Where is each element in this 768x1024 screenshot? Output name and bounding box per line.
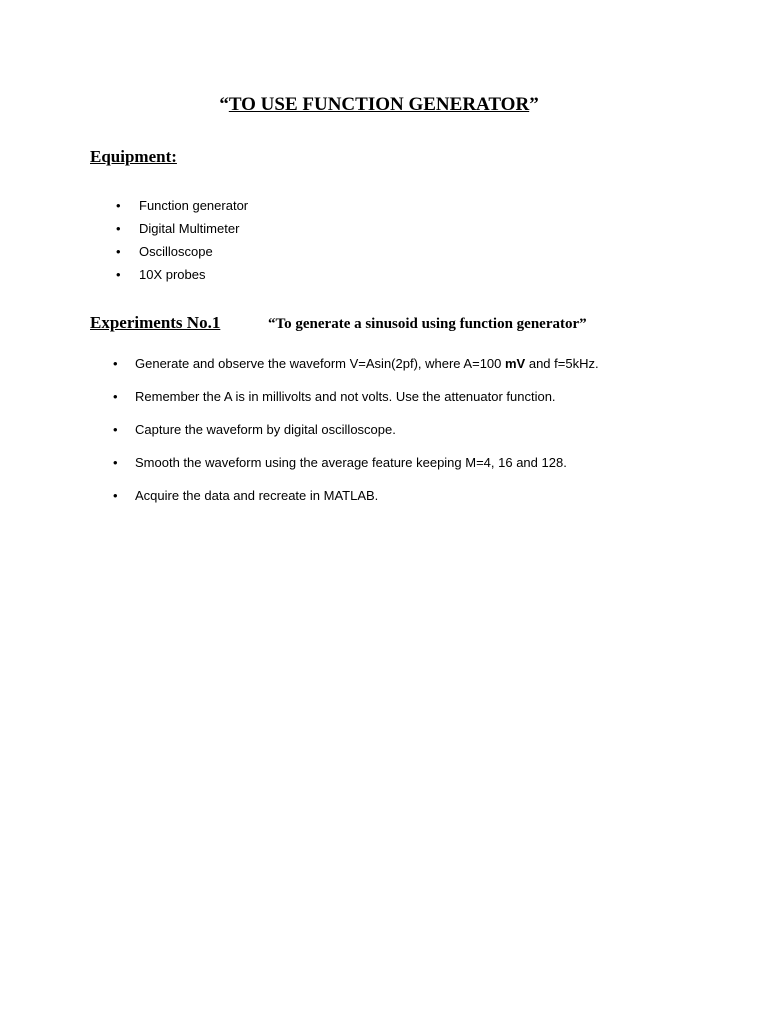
experiment-step-text: [135, 421, 396, 439]
step-text-before: Smooth the waveform using the average feature keeping M=4, 16 and 128.: [135, 455, 567, 470]
step-text-before: Generate and observe the waveform V=Asin(2pf), where A=100: [135, 356, 505, 371]
bullet-icon: •: [116, 221, 121, 236]
experiment-step-text: [135, 388, 556, 406]
step-text-before: Remember the A is in millivolts and not volts. Use the attenuator function.: [135, 389, 556, 404]
title-close-quote: ”: [529, 94, 539, 115]
experiment-heading: Experiments No.1: [90, 313, 221, 332]
experiment-step-text: [135, 454, 567, 472]
bullet-icon: •: [113, 422, 118, 437]
bullet-icon: •: [113, 455, 118, 470]
equipment-item-text: Function generator: [139, 198, 249, 213]
title-text: TO USE FUNCTION GENERATOR: [228, 94, 530, 115]
bullet-icon: •: [116, 198, 121, 213]
document-title: [0, 92, 758, 118]
bullet-icon: •: [113, 488, 118, 503]
bullet-icon: •: [116, 244, 121, 259]
experiment-subtitle: “To generate a sinusoid using function generator”: [268, 316, 587, 332]
experiment-step-text: [135, 355, 599, 373]
bullet-icon: •: [116, 267, 121, 282]
bullet-icon: •: [113, 356, 118, 371]
equipment-item-text: 10X probes: [139, 267, 206, 282]
bullet-icon: •: [113, 389, 118, 404]
step-text-bold: mV: [505, 356, 526, 371]
step-text-after: and f=5kHz.: [525, 356, 599, 371]
equipment-item-text: Digital Multimeter: [139, 221, 240, 236]
step-text-before: Acquire the data and recreate in MATLAB.: [135, 488, 379, 503]
step-text-before: Capture the waveform by digital oscilloscope.: [135, 422, 396, 437]
experiment-step-text: [135, 487, 378, 505]
equipment-item-text: Oscilloscope: [139, 244, 213, 259]
title-open-quote: “: [219, 94, 229, 115]
equipment-heading: Equipment:: [90, 147, 177, 166]
